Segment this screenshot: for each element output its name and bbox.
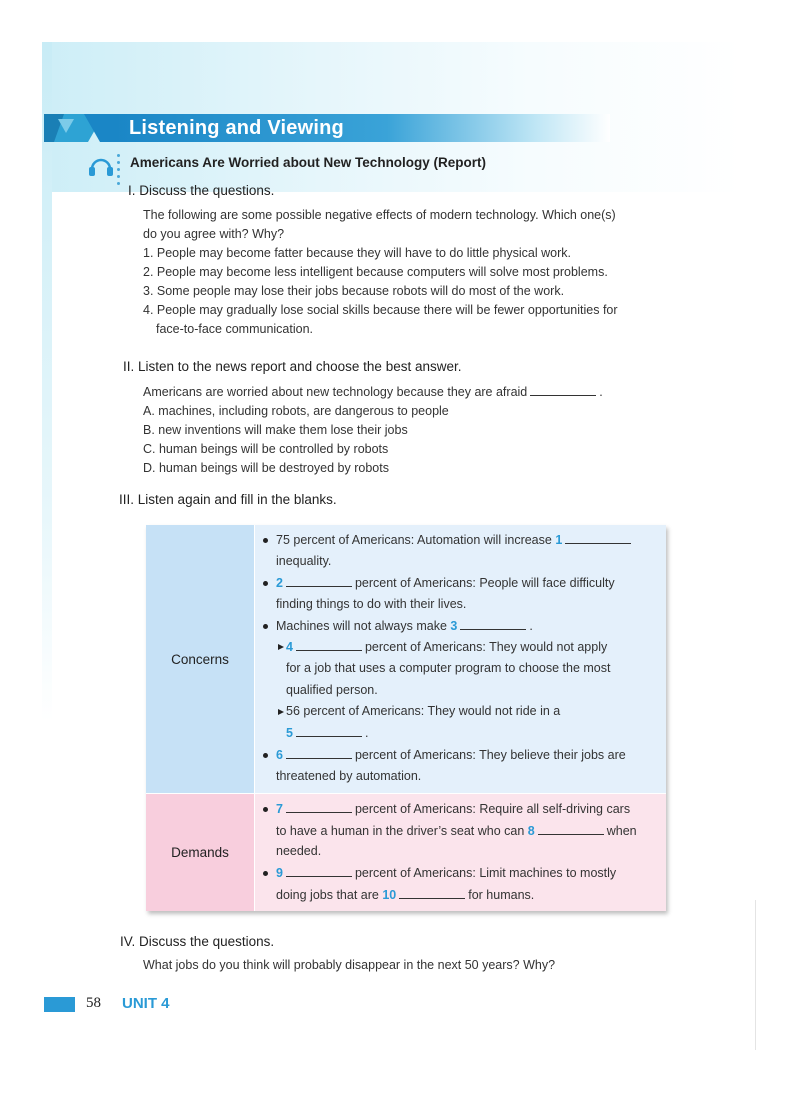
blank-number: 4 [286, 640, 293, 654]
list-item: 2. People may become less intelligent because computers will solve most problems. [143, 265, 608, 279]
list-item: face-to-face communication. [156, 322, 314, 336]
arrow-bullet-icon [278, 709, 284, 715]
section-3-heading [119, 492, 337, 507]
blank-number: 10 [382, 888, 397, 902]
list-item: 4. People may gradually lose social skills because there will be fewer opportunities for [143, 303, 618, 317]
question-text: Americans are worried about new technology because they are afraid [143, 385, 528, 399]
question-line [143, 383, 603, 402]
banner-title: Listening and Viewing [129, 117, 344, 139]
concern-line-1: 75 percent of Americans: Automation will increase 1 [276, 532, 634, 547]
page-number: 58 [86, 995, 101, 1011]
unit-label: UNIT 4 [122, 995, 170, 1012]
demand-line-1: 7 percent of Americans: Require all self-driving cars [276, 802, 631, 816]
blank-number: 9 [276, 866, 283, 880]
section-banner [44, 111, 610, 145]
blank-number: 7 [276, 802, 283, 816]
blank-number: 3 [450, 619, 458, 633]
list-item: 1. People may become fatter because they will have to do little physical work. [143, 246, 571, 260]
section-4-question: What jobs do you think will probably disappear in the next 50 years? Why? [143, 958, 556, 972]
answer-blank [538, 823, 604, 835]
concerns-content [255, 525, 666, 793]
concern-line-3: Machines will not always make 3 . [276, 619, 533, 633]
answer-blank [399, 887, 465, 899]
blank-number: 6 [276, 748, 283, 762]
answer-blank [296, 725, 362, 737]
footer-accent-bar [44, 997, 75, 1012]
banner-decoration-icon [44, 111, 124, 145]
section-3-number: III. [119, 492, 135, 507]
section-1-number: I. [128, 183, 136, 198]
section-4-number: IV. [120, 934, 136, 949]
demands-content [255, 793, 666, 911]
option-b: B. new inventions will make them lose their jobs [143, 423, 408, 437]
answer-blank [286, 575, 352, 587]
section-4-title: Discuss the questions. [139, 934, 275, 949]
demand-line-1b: to have a human in the driver’s seat who can 8 when [276, 824, 637, 838]
section-2-body [143, 383, 603, 478]
section-2-heading [123, 359, 461, 374]
option-c: C. human beings will be controlled by robots [143, 442, 389, 456]
arrow-bullet-icon [278, 644, 284, 650]
concern-line-5: 56 percent of Americans: They would not ride in a [286, 704, 561, 718]
concerns-label: Concerns [146, 525, 254, 793]
concern-line-6b: threatened by automation. [276, 769, 422, 783]
concern-line-2b: finding things to do with their lives. [276, 597, 467, 611]
section-3-title: Listen again and fill in the blanks. [137, 492, 337, 507]
concern-line-4: 4 percent of Americans: They would not apply [286, 640, 608, 654]
blank-number: 2 [276, 576, 283, 590]
blank-number: 1 [555, 533, 563, 547]
concern-line-6: 6 percent of Americans: They believe their jobs are [276, 748, 626, 762]
demand-line-2: 9 percent of Americans: Limit machines to mostly [276, 866, 617, 880]
concern-line-4b: for a job that uses a computer program to choose the most [286, 661, 611, 675]
answer-blank [460, 618, 526, 630]
answer-blank [565, 532, 631, 544]
blank-number: 8 [527, 824, 535, 838]
fill-in-table [146, 525, 666, 911]
demand-line-2b: doing jobs that are 10 for humans. [276, 888, 535, 902]
section-2-title: Listen to the news report and choose the best answer. [138, 359, 462, 374]
dotted-divider [117, 154, 121, 189]
demands-label: Demands [146, 793, 254, 911]
report-title: Americans Are Worried about New Technology (Report) [130, 155, 487, 170]
section-2-number: II. [123, 359, 135, 374]
blank-number: 5 [286, 726, 293, 740]
concern-line-5b: 5 . [286, 726, 369, 740]
answer-blank [296, 639, 362, 651]
question-end: . [599, 385, 603, 399]
answer-blank [530, 384, 596, 396]
headphones-icon [88, 154, 114, 178]
section-1-title: Discuss the questions. [139, 183, 275, 198]
concern-line-2: 2 percent of Americans: People will face difficulty [276, 576, 615, 590]
section-1-body [143, 206, 618, 339]
concerns-row [146, 525, 666, 793]
section-1-intro: The following are some possible negative effects of modern technology. Which one(s) [143, 208, 616, 222]
demands-row [146, 793, 666, 911]
option-d: D. human beings will be destroyed by robots [143, 461, 389, 475]
section-1-heading [128, 183, 274, 198]
answer-blank [286, 747, 352, 759]
answer-blank [286, 801, 352, 813]
section-4-heading [120, 934, 274, 949]
concern-line-1b: inequality. [276, 554, 332, 568]
demand-line-1c: needed. [276, 844, 322, 858]
list-item: 3. Some people may lose their jobs because robots will do most of the work. [143, 284, 565, 298]
section-1-intro: do you agree with? Why? [143, 227, 285, 241]
option-a: A. machines, including robots, are dangerous to people [143, 404, 449, 418]
page-edge [755, 900, 756, 1050]
concern-line-4c: qualified person. [286, 683, 378, 697]
answer-blank [286, 865, 352, 877]
